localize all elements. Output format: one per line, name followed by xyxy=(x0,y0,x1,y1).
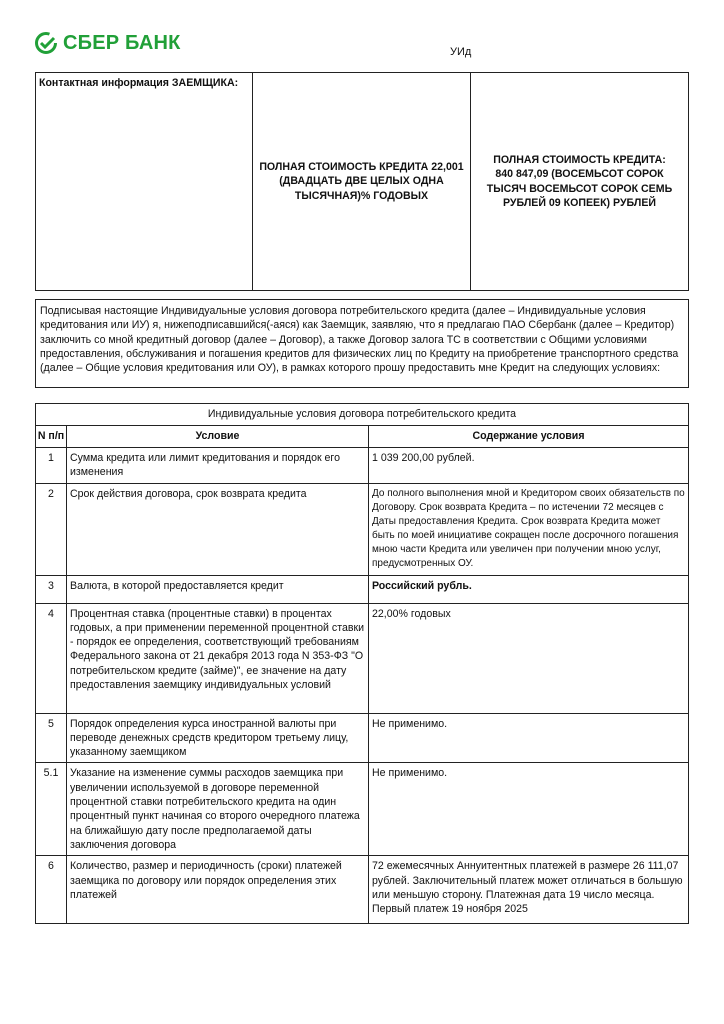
row-number: 2 xyxy=(36,483,67,575)
table-row xyxy=(36,448,689,484)
psk-amount-text: ПОЛНАЯ СТОИМОСТЬ КРЕДИТА: 840 847,09 (ВОСЕМЬСОТ СОРОК ТЫСЯЧ ВОСЕМЬСОТ СОРОК СЕМЬ РУБЛЕЙ 09 КОПЕЕК) РУБЛЕЙ xyxy=(486,153,673,209)
header-content: Содержание условия xyxy=(369,426,689,448)
row-number: 4 xyxy=(36,603,67,713)
table-row xyxy=(36,856,689,924)
table-row xyxy=(36,713,689,763)
row-condition: Количество, размер и периодичность (сроки) платежей заемщика по договору или порядок определения этих платежей xyxy=(67,856,369,924)
row-condition: Валюта, в которой предоставляется кредит xyxy=(67,575,369,603)
table-row xyxy=(36,575,689,603)
row-condition: Срок действия договора, срок возврата кредита xyxy=(67,483,369,575)
row-number: 3 xyxy=(36,575,67,603)
table-title-row xyxy=(36,404,689,426)
summary-box xyxy=(35,72,689,291)
intro-paragraph: Подписывая настоящие Индивидуальные условия договора потребительского кредита (далее – Индивидуальные условия кредитования или ИУ) я, нижеподписавшийся(-аяся) как Заемщик, заявляю, что я предлагаю ПАО Сбербанк (далее – Кредитор) заключить со мной кредитный договор (далее – Договор), а также Договор залога ТС в соответствии с Общими условиями предоставления, обслуживания и погашения кредитов для физических лиц по Кредиту на приобретение транспортного средства (далее – Общие условия кредитования или ОУ), в рамках которого прошу предоставить мне Кредит на следующих условиях: xyxy=(35,299,689,388)
table-row xyxy=(36,483,689,575)
psk-amount xyxy=(471,73,688,290)
conditions-table xyxy=(35,403,689,924)
contact-info-label: Контактная информация ЗАЕМЩИКА: xyxy=(36,73,253,290)
psk-percent-text: ПОЛНАЯ СТОИМОСТЬ КРЕДИТА 22,001 (ДВАДЦАТЬ ДВЕ ЦЕЛЫХ ОДНА ТЫСЯЧНАЯ)% ГОДОВЫХ xyxy=(259,161,464,202)
row-content: Российский рубль. xyxy=(369,575,689,603)
row-number: 5.1 xyxy=(36,763,67,856)
uid-label: УИд xyxy=(450,46,472,58)
sberbank-logo xyxy=(34,31,181,55)
row-content: Не применимо. xyxy=(369,713,689,763)
sber-check-icon xyxy=(34,31,58,55)
row-condition: Указание на изменение суммы расходов заемщика при увеличении используемой в договоре переменной процентной ставки потребительского кредита на один процентный пункт начиная со второго очередного платежа на ближайшую дату после предполагаемой даты заключения договора xyxy=(67,763,369,856)
header-condition: Условие xyxy=(67,426,369,448)
row-content: 22,00% годовых xyxy=(369,603,689,713)
table-header-row xyxy=(36,426,689,448)
row-content: До полного выполнения мной и Кредитором своих обязательств по Договору. Срок возврата Кредита – по истечении 72 месяцев с Даты предоставления Кредита. Срок возврата Кредита может быть по моей инициативе сокращен после досрочного погашения мною части Кредита или увеличен при получении мною услуг, предусмотренных ОУ. xyxy=(369,483,689,575)
row-condition: Сумма кредита или лимит кредитования и порядок его изменения xyxy=(67,448,369,484)
row-content: 72 ежемесячных Аннуитентных платежей в размере 26 111,07 рублей. Заключительный платеж может отличаться в большую или меньшую сторону. Платежная дата 19 число месяца. Первый платеж 19 ноября 2025 xyxy=(369,856,689,924)
row-condition: Порядок определения курса иностранной валюты при переводе денежных средств кредитором третьему лицу, указанному заемщиком xyxy=(67,713,369,763)
table-title: Индивидуальные условия договора потребительского кредита xyxy=(36,404,689,426)
row-number: 1 xyxy=(36,448,67,484)
row-content: Не применимо. xyxy=(369,763,689,856)
table-row xyxy=(36,603,689,713)
row-number: 6 xyxy=(36,856,67,924)
psk-percent xyxy=(253,73,471,290)
header-number: N п/п xyxy=(36,426,67,448)
row-condition: Процентная ставка (процентные ставки) в процентах годовых, а при применении переменной процентной ставки - порядок ее определения, соответствующий требованиям Федерального закона от 21 декабря 2013 года N 353-ФЗ "О потребительском кредите (займе)", ее значение на дату предоставления заемщику индивидуальных условий xyxy=(67,603,369,713)
row-number: 5 xyxy=(36,713,67,763)
row-content: 1 039 200,00 рублей. xyxy=(369,448,689,484)
logo-text: СБЕР БАНК xyxy=(63,32,181,54)
table-row xyxy=(36,763,689,856)
